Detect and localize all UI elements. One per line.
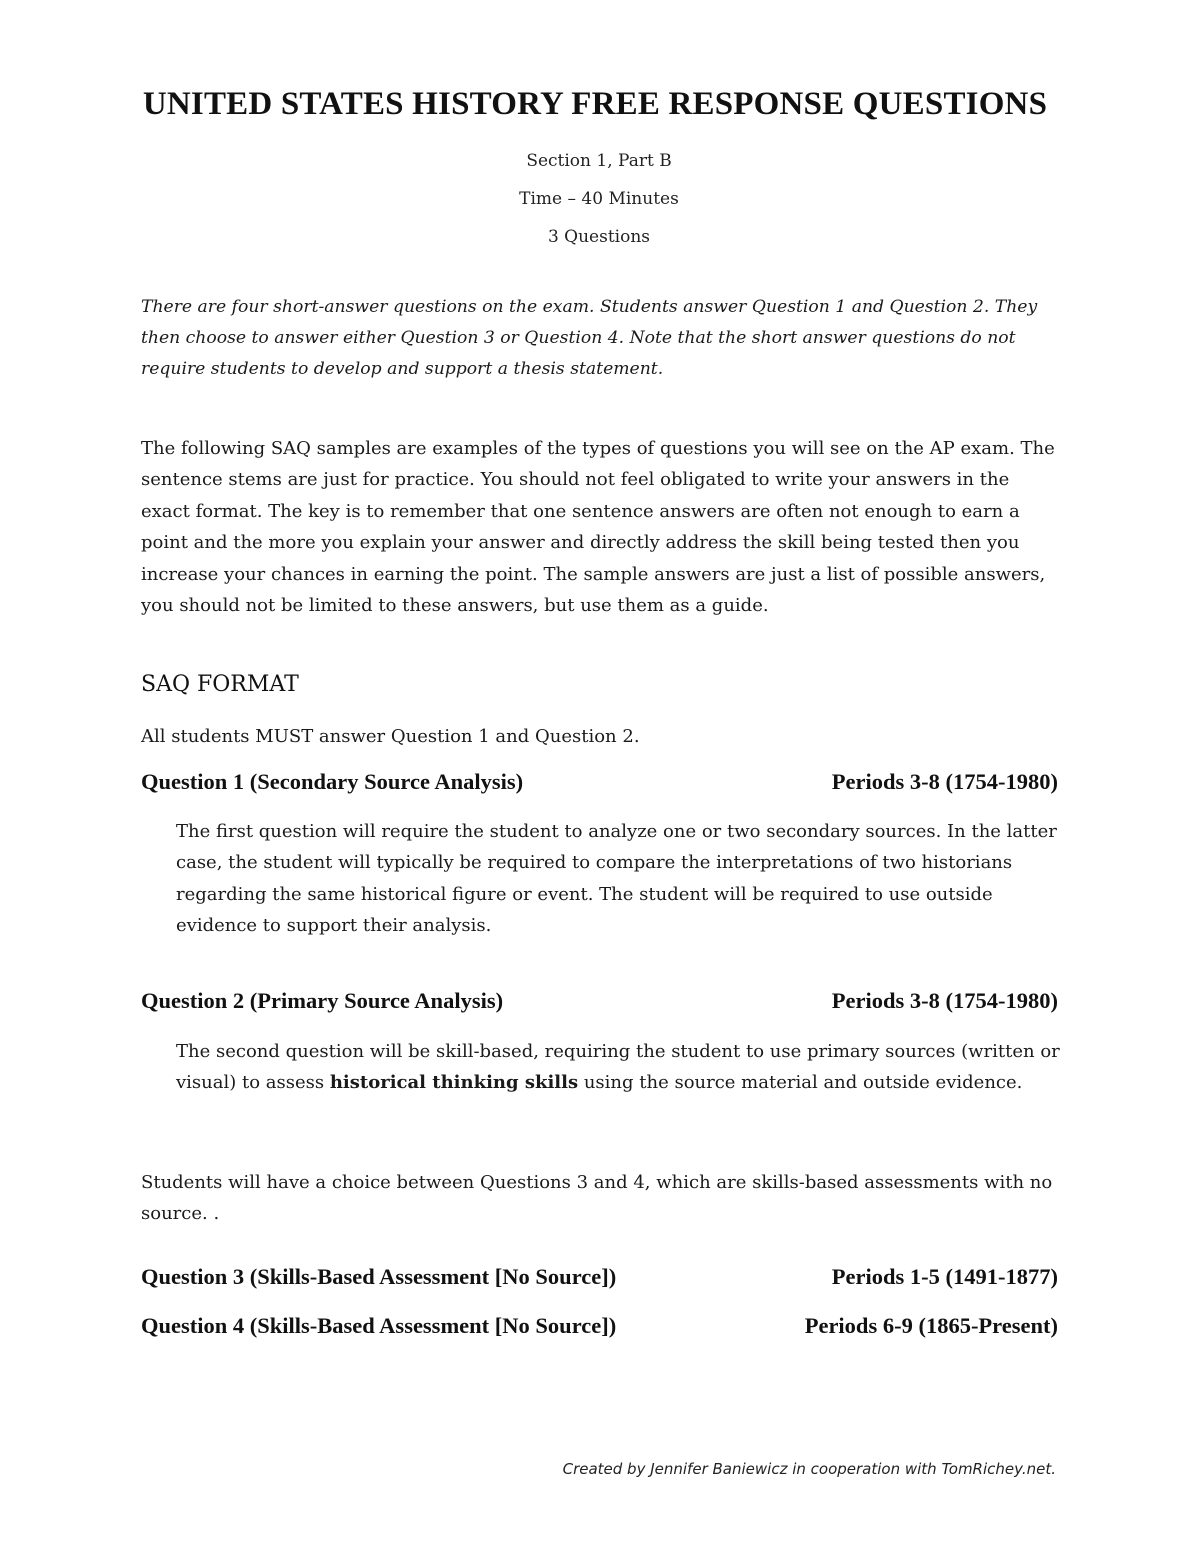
intro-instructions: There are four short-answer questions on the exam. Students answer Question 1 and Question 2. They then choose to answer either Question 3 or Question 4. Note that the short answer questions do not require students to develop and support a thesis statement. [141,297,1038,379]
question-4-title: Question 4 (Skills-Based Assessment [No Source]) [141,1313,617,1338]
question-count-label: 3 Questions [547,227,651,247]
footer-credit: Created by Jennifer Baniewicz in cooperation with TomRichey.net. [562,1460,1056,1478]
saq-format-heading: SAQ FORMAT [141,672,299,697]
required-questions-note: All students MUST answer Question 1 and Question 2. [141,726,640,747]
question-3-header [141,1264,1058,1290]
question-1-periods: Periods 3-8 (1754-1980) [831,769,1058,794]
question-1-header [141,769,1058,795]
question-2-header [141,988,1058,1014]
question-4-header [141,1313,1058,1339]
question-2-title: Question 2 (Primary Source Analysis) [141,988,504,1013]
question-4-periods: Periods 6-9 (1865-Present) [804,1313,1058,1338]
time-label: Time – 40 Minutes [519,189,679,209]
section-label: Section 1, Part B [526,151,672,171]
intro-paragraph: The following SAQ samples are examples of the types of questions you will see on the AP exam. The sentence stems are just for practice. You should not feel obligated to write your answers in the exact format. The key is to remember that one sentence answers are often not enough to earn a point and the more you explain your answer and directly address the skill being tested then you increase your chances in earning the point. The sample answers are just a list of possible answers, you should not be limited to these answers, but use them as a guide. [141,438,1055,617]
question-2-description-start: The second question will be skill-based, requiring the student to use primary sources (written or visual) to assess [176,1041,1060,1094]
question-3-title: Question 3 (Skills-Based Assessment [No Source]) [141,1264,617,1289]
question-1-title: Question 1 (Secondary Source Analysis) [141,769,524,794]
question-1-description: The first question will require the student to analyze one or two secondary sources. In the latter case, the student will typically be required to compare the interpretations of two historians regarding the same historical figure or event. The student will be required to use outside evidence to support their analysis. [176,821,1057,937]
choice-note: Students will have a choice between Questions 3 and 4, which are skills-based assessments with no source. . [141,1172,1053,1225]
question-3-periods: Periods 1-5 (1491-1877) [831,1264,1058,1289]
question-2-description-end: using the source material and outside evidence. [578,1072,1023,1094]
page-title: UNITED STATES HISTORY FREE RESPONSE QUESTIONS [142,86,1048,122]
question-2-periods: Periods 3-8 (1754-1980) [831,988,1058,1013]
historical-thinking-skills-emphasis: historical thinking skills [329,1072,579,1094]
question-2-description [176,1036,1061,1099]
